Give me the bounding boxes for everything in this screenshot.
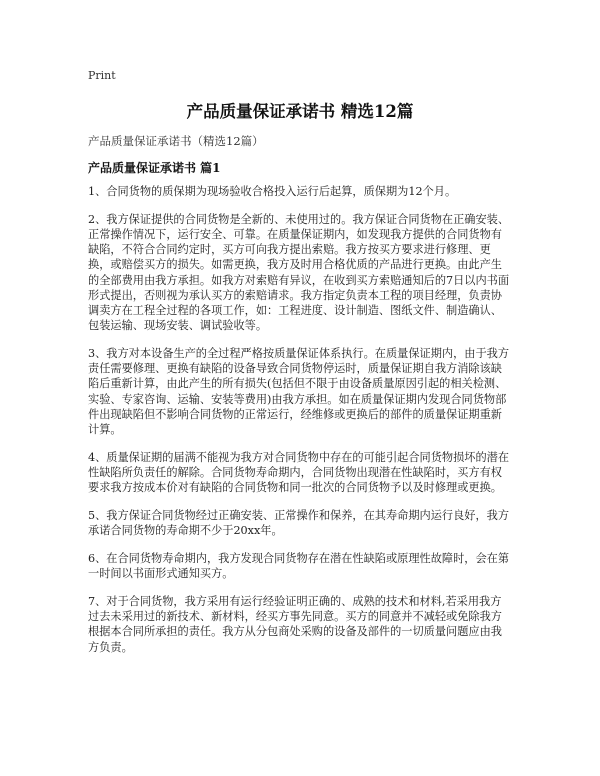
paragraph-1: 1、合同货物的质保期为现场验收合格投入运行后起算，质保期为12个月。 — [88, 185, 457, 198]
paragraph-3: 3、我方对本设备生产的全过程严格按质量保证体系执行。在质量保证期内，由于我方责任需要修理、更换有缺陷的设备导致合同货物停运时，质量保证期自我方消除该缺陷后重新计算，由此产生的所有损失(包括但不限于由设备质量原因引起的相关检测、实验、专家咨询、运输、安装等费用)由我方承担。如在质量保证期内发现合同货物部件出现缺陷但不影响合同货物的正常运行，经维修或更换后的部件的质量保证期重新计算。 — [88, 347, 510, 437]
print-label[interactable]: Print — [88, 69, 116, 82]
document-subtitle: 产品质量保证承诺书（精选12篇） — [88, 134, 264, 148]
section-heading: 产品质量保证承诺书 篇1 — [88, 161, 221, 175]
page-title: 产品质量保证承诺书 精选12篇 — [186, 102, 414, 121]
paragraph-7: 7、对于合同货物，我方采用有运行经验证明正确的、成熟的技术和材料,若采用我方过去未采用过的新技术、新材料，经买方事先同意。买方的同意并不减轻或免除我方根据本合同所承担的责任。我方从分包商处采购的设备及部件的一切质量问题应由我方负责。 — [88, 595, 502, 654]
paragraph-5: 5、我方保证合同货物经过正确安装、正常操作和保养，在其寿命期内运行良好，我方承诺合同货物的寿命期不少于20xx年。 — [88, 509, 510, 538]
paragraph-2: 2、我方保证提供的合同货物是全新的、未使用过的。我方保证合同货物在正确安装、正常操作情况下，运行安全、可靠。在质量保证期内，如发现我方提供的合同货物有缺陷，不符合合同约定时，买方可向我方提出索赔。我方按买方要求进行修理、更换，或赔偿买方的损失。如需更换，我方及时用合格优质的产品进行更换。由此产生的全部费用由我方承担。如我方对索赔有异议，在收到买方索赔通知后的7日以内书面形式提出，否则视为承认买方的索赔请求。我方指定负责本工程的项目经理，负责协调卖方在工程全过程的各项工作，如：工程进度、设计制造、图纸文件、制造确认、包装运输、现场安装、调试验收等。 — [88, 212, 510, 333]
paragraph-6: 6、在合同货物寿命期内，我方发现合同货物存在潜在性缺陷或原理性故障时，会在第一时间以书面形式通知买方。 — [88, 552, 510, 581]
document-body — [88, 184, 512, 667]
paragraph-4: 4、质量保证期的届满不能视为我方对合同货物中存在的可能引起合同货物损坏的潜在性缺陷所负责任的解除。合同货物寿命期内，合同货物出现潜在性缺陷时，买方有权要求我方按成本价对有缺陷的合同货物和同一批次的合同货物予以及时修理或更换。 — [88, 450, 510, 495]
